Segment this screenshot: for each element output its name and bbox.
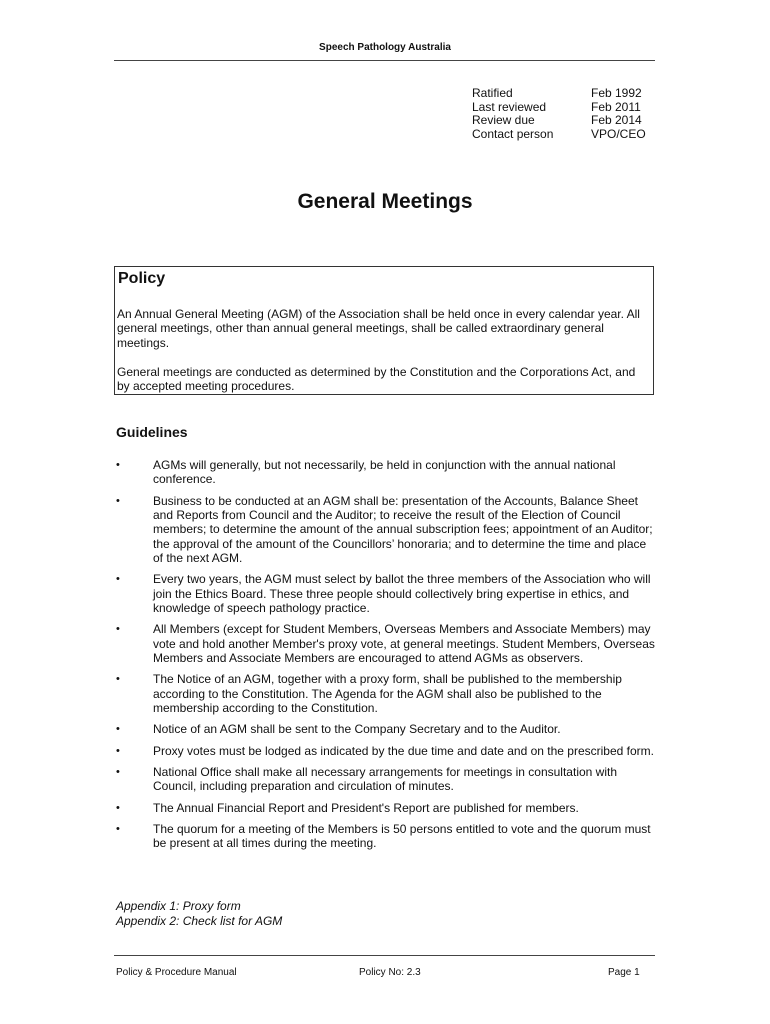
list-item	[116, 744, 656, 758]
bullet-icon: •	[116, 673, 120, 686]
meta-label: Review due	[472, 113, 535, 127]
guidelines-heading: Guidelines	[116, 424, 188, 440]
list-item	[116, 494, 656, 566]
bullet-icon: •	[116, 459, 120, 471]
list-item-text: AGMs will generally, but not necessarily, be held in conjunction with the annual national conference.	[153, 458, 616, 487]
footer-manual: Policy & Procedure Manual	[116, 967, 237, 978]
meta-row-review-due	[472, 114, 646, 128]
meta-value: VPO/CEO	[591, 126, 646, 141]
bullet-icon: •	[116, 494, 120, 507]
header-organization: Speech Pathology Australia	[319, 42, 451, 53]
bullet-icon: •	[116, 573, 120, 586]
list-item	[116, 822, 656, 851]
bullet-icon: •	[116, 801, 120, 814]
list-item	[116, 801, 656, 815]
appendix-check-list: Appendix 2: Check list for AGM	[116, 913, 283, 928]
list-item-text: All Members (except for Student Members, Overseas Members and Associate Members) may vote and hold another Member's proxy vote, at general meetings. Student Members, Overseas Members and Associate Members are encouraged to attend AGMs as observers.	[153, 622, 655, 666]
footer-policy-number: Policy No: 2.3	[359, 967, 421, 978]
appendix-list	[116, 899, 282, 928]
list-item-text: The quorum for a meeting of the Members is 50 persons entitled to vote and the quorum must be present at all times during the meeting.	[153, 821, 651, 851]
list-item-text: Business to be conducted at an AGM shall be: presentation of the Accounts, Balance Sheet and Reports from Council and the Auditor; to receive the result of the Election of Council members; to determine the amount of the annual subscription fees; appointment of an Auditor; the approval of the amount of the Councillors’ honoraria; and to determine the time and place of the next AGM.	[153, 493, 653, 566]
list-item-text: Every two years, the AGM must select by ballot the three members of the Association who will join the Ethics Board. These three people should collectively bring expertise in ethics, and knowledge of speech pathology practice.	[153, 572, 651, 616]
bullet-icon: •	[116, 723, 120, 736]
bullet-icon: •	[116, 744, 120, 757]
list-item-text: Proxy votes must be lodged as indicated by the due time and date and on the prescribed form.	[153, 743, 654, 758]
list-item	[116, 672, 656, 715]
list-item-text: The Annual Financial Report and President's Report are published for members.	[153, 800, 579, 815]
meta-row-contact-person	[472, 128, 646, 142]
bullet-icon: •	[116, 765, 120, 778]
policy-paragraph: General meetings are conducted as determined by the Constitution and the Corporations Act, and by accepted meeting procedures.	[117, 365, 636, 394]
header-divider	[114, 60, 655, 61]
list-item	[116, 572, 656, 615]
guidelines-list	[116, 458, 656, 857]
meta-row-ratified	[472, 87, 646, 101]
page-title: General Meetings	[297, 190, 473, 213]
meta-label: Last reviewed	[472, 99, 547, 114]
bullet-icon: •	[116, 822, 120, 835]
list-item-text: National Office shall make all necessary arrangements for meetings in consultation with Council, including preparation and circulation of minutes.	[153, 764, 618, 794]
list-item-text: Notice of an AGM shall be sent to the Company Secretary and to the Auditor.	[153, 722, 561, 737]
list-item	[116, 722, 656, 736]
policy-paragraph: An Annual General Meeting (AGM) of the Association shall be held once in every calendar year. All general meetings, other than annual general meetings, shall be called extraordinary general meetings.	[117, 307, 640, 350]
bullet-icon: •	[116, 623, 120, 636]
policy-heading: Policy	[118, 270, 166, 287]
footer-divider	[114, 955, 655, 956]
appendix-proxy-form: Appendix 1: Proxy form	[116, 899, 241, 913]
meta-label: Contact person	[472, 126, 554, 141]
meta-value: Feb 2014	[591, 113, 642, 127]
meta-row-last-reviewed	[472, 101, 646, 115]
list-item-text: The Notice of an AGM, together with a proxy form, shall be published to the membership according to the Constitution. The Agenda for the AGM shall also be published to the membership according to the Constitution.	[153, 672, 622, 716]
footer-page-number: Page 1	[608, 967, 640, 978]
list-item	[116, 622, 656, 665]
policy-box	[114, 266, 654, 395]
meta-value: Feb 1992	[591, 86, 642, 100]
list-item	[116, 765, 656, 794]
meta-value: Feb 2011	[591, 99, 641, 114]
document-metadata	[472, 87, 646, 141]
list-item	[116, 458, 656, 487]
meta-label: Ratified	[472, 86, 513, 100]
